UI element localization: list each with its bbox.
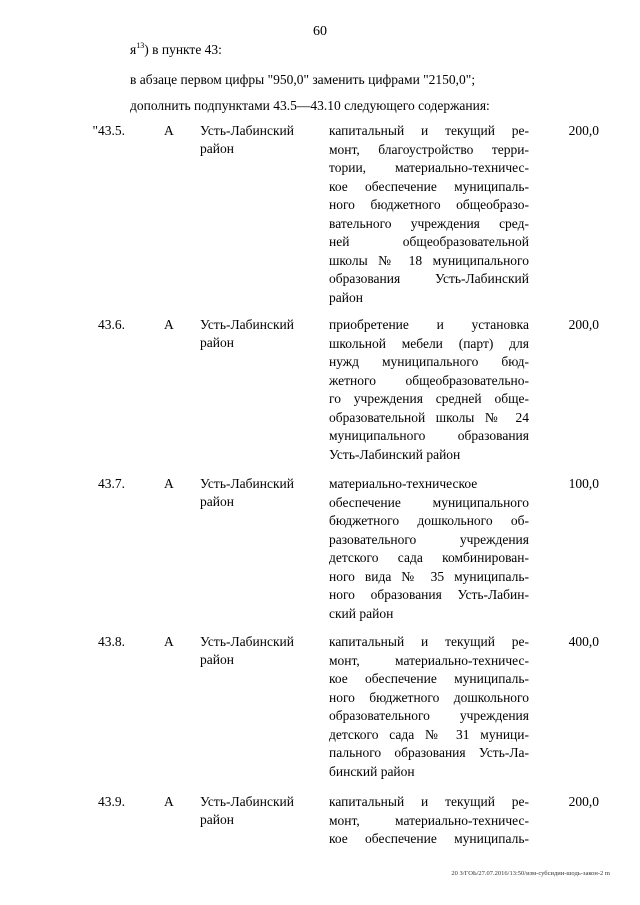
entry-district [200, 633, 310, 669]
entry-category: А [164, 476, 174, 491]
intro-prefix: я [130, 42, 137, 57]
desc-line: ного образования Усть-Лабин- [329, 587, 529, 602]
district-line: Усть-Лабинский [200, 634, 294, 649]
entry-description [329, 633, 529, 781]
entry-amount: 200,0 [568, 123, 599, 138]
desc-line: образовательной школы № 24 [329, 409, 529, 425]
desc-line: монт, материально-техничес- [329, 812, 529, 828]
desc-line: бюджетного дошкольного об- [329, 513, 529, 528]
district-line: Усть-Лабинский [200, 476, 294, 491]
district-line: район [200, 812, 234, 827]
entry-number: 43.8. [98, 634, 125, 649]
district-line: район [200, 652, 234, 667]
desc-line: пального образования Усть-Ла- [329, 745, 529, 760]
desc-line: кое обеспечение муниципаль- [329, 178, 529, 194]
desc-line: капитальный и текущий ре- [329, 794, 529, 809]
district-line: Усть-Лабинский [200, 123, 294, 138]
entry-district [200, 793, 310, 829]
page-number: 60 [313, 24, 327, 39]
desc-line: ский район [329, 605, 394, 621]
entry-district [200, 316, 310, 352]
desc-line: го учреждения средней обще- [329, 391, 529, 406]
desc-line: тории, материально-техничес- [329, 160, 529, 175]
desc-line: капитальный и текущий ре- [329, 634, 529, 649]
intro-line-2: в абзаце первом цифры "950,0" заменить цифрами "2150,0"; [130, 72, 476, 87]
desc-line: школьной мебели (парт) для [329, 335, 529, 351]
entry-district [200, 475, 310, 511]
footnote-mark: 13 [136, 41, 145, 50]
entry-description [329, 122, 529, 307]
desc-line: вательного учреждения сред- [329, 215, 529, 231]
file-footer: 20 З/ГОЬ/27.07.2016/13:50/изм-субсидии-шодь-закон-2 m [451, 870, 610, 877]
desc-line: материально-техническое [329, 476, 478, 491]
district-line: район [200, 494, 234, 509]
desc-line: разовательного учреждения [329, 531, 529, 547]
entry-category: А [164, 634, 174, 649]
desc-line: монт, материально-техничес- [329, 652, 529, 668]
desc-line: кое обеспечение муниципаль- [329, 831, 529, 846]
entry-number: "43.5. [92, 123, 125, 138]
desc-line: муниципального образования [329, 428, 529, 443]
desc-line: приобретение и установка [329, 317, 529, 332]
intro-suffix: ) в пункте 43: [144, 42, 222, 57]
entry-district [200, 122, 310, 158]
entry-description [329, 793, 529, 849]
intro-line-3: дополнить подпунктами 43.5—43.10 следующего содержания: [130, 98, 490, 113]
entry-number: 43.9. [98, 794, 125, 809]
desc-line: образования Усть-Лабинский [329, 271, 529, 286]
entry-amount: 200,0 [568, 794, 599, 809]
entry-description [329, 316, 529, 464]
desc-line: школы № 18 муниципального [329, 252, 529, 268]
district-line: Усть-Лабинский [200, 794, 294, 809]
desc-line: ней общеобразовательной [329, 234, 529, 249]
entry-amount: 400,0 [568, 634, 599, 649]
entry-description [329, 475, 529, 623]
desc-line: ного бюджетного дошкольного [329, 689, 529, 705]
entry-category: А [164, 123, 174, 138]
desc-line: ного бюджетного общеобразо- [329, 197, 529, 212]
entry-category: А [164, 317, 174, 332]
desc-line: кое обеспечение муниципаль- [329, 671, 529, 686]
desc-line: детского сада № 31 муници- [329, 726, 529, 742]
desc-line: район [329, 289, 363, 305]
desc-line: детского сада комбинирован- [329, 550, 529, 565]
desc-line: ного вида № 35 муниципаль- [329, 568, 529, 584]
desc-line: капитальный и текущий ре- [329, 123, 529, 138]
desc-line: бинский район [329, 763, 415, 779]
desc-line: обеспечение муниципального [329, 494, 529, 510]
entry-amount: 200,0 [568, 317, 599, 332]
intro-line-1 [130, 41, 222, 58]
district-line: район [200, 335, 234, 350]
desc-line: жетного общеобразовательно- [329, 372, 529, 388]
entry-number: 43.6. [98, 317, 125, 332]
entry-number: 43.7. [98, 476, 125, 491]
desc-line: монт, благоустройство терри- [329, 141, 529, 157]
district-line: Усть-Лабинский [200, 317, 294, 332]
desc-line: образовательного учреждения [329, 708, 529, 723]
desc-line: нужд муниципального бюд- [329, 354, 529, 369]
entry-amount: 100,0 [568, 476, 599, 491]
entry-category: А [164, 794, 174, 809]
desc-line: Усть-Лабинский район [329, 446, 461, 462]
district-line: район [200, 141, 234, 156]
